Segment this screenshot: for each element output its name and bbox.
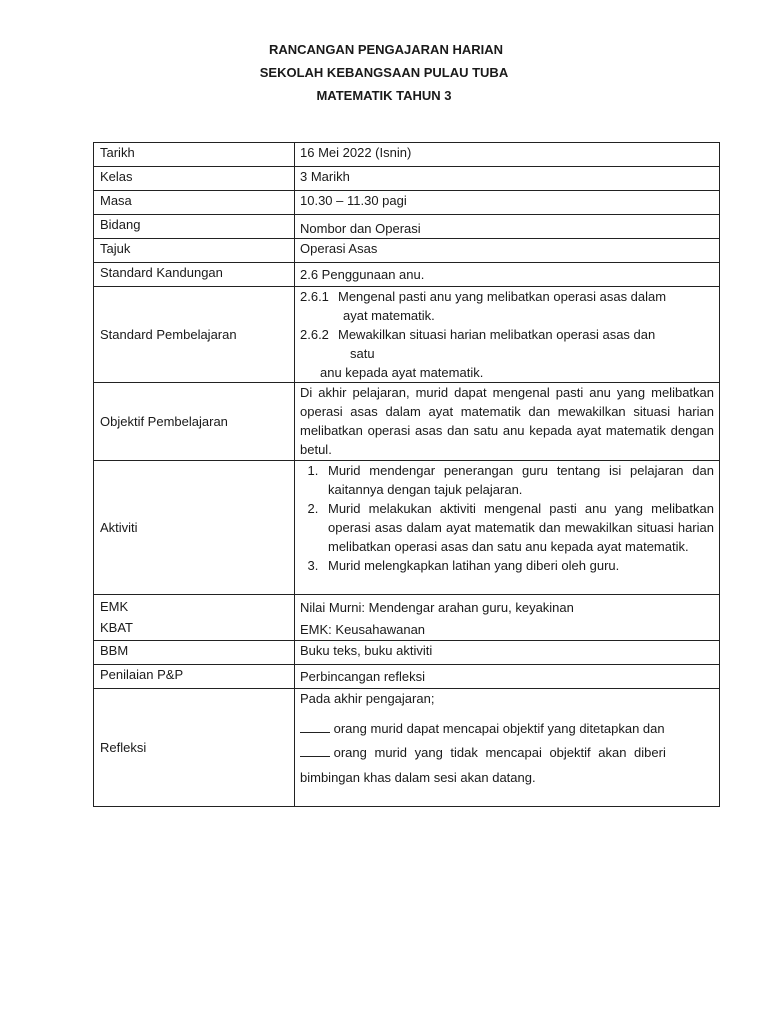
aktiviti-list — [300, 461, 714, 575]
value-standard-pembelajaran — [295, 287, 720, 383]
value-standard-kandungan: 2.6 Penggunaan anu. — [295, 263, 720, 287]
blank-count-1 — [300, 720, 330, 733]
value-tajuk: Operasi Asas — [295, 239, 720, 263]
row-standard-kandungan — [94, 263, 720, 287]
row-penilaian — [94, 665, 720, 689]
value-emk-kbat — [295, 595, 720, 641]
sp-item-2-line-1: Mewakilkan situasi harian melibatkan operasi asas dan — [338, 327, 656, 342]
sp-item-2-line-3: anu kepada ayat matematik. — [320, 365, 484, 380]
label-masa: Masa — [94, 191, 295, 215]
document-title: RANCANGAN PENGAJARAN HARIAN — [268, 42, 503, 57]
sp-item-1-number: 2.6.1 — [300, 289, 329, 304]
value-emk: EMK: Keusahawanan — [300, 622, 426, 637]
label-refleksi: Refleksi — [94, 689, 295, 807]
label-tajuk: Tajuk — [94, 239, 295, 263]
label-aktiviti: Aktiviti — [94, 461, 295, 595]
refleksi-line-3-text: orang murid yang tidak mencapai objektif akan diberi — [333, 745, 666, 760]
value-tarikh: 16 Mei 2022 (Isnin) — [295, 143, 720, 167]
refleksi-line-3 — [300, 742, 714, 764]
row-refleksi — [94, 689, 720, 807]
sp-item-1 — [300, 287, 714, 306]
value-aktiviti — [295, 461, 720, 595]
label-penilaian: Penilaian P&P — [94, 665, 295, 689]
label-kelas: Kelas — [94, 167, 295, 191]
value-refleksi — [295, 689, 720, 807]
value-nilai-murni: Nilai Murni: Mendengar arahan guru, keyakinan — [300, 600, 574, 615]
label-emk: EMK — [100, 599, 129, 614]
aktiviti-item: 1. Murid mendengar penerangan guru tentang isi pelajaran dan kaitannya dengan tajuk pelajaran. — [322, 461, 714, 499]
row-emk-kbat — [94, 595, 720, 641]
value-objektif: Di akhir pelajaran, murid dapat mengenal pasti anu yang melibatkan operasi asas dalam ayat matematik dan mewakilkan situasi harian melibatkan operasi asas dan satu anu kepada ayat matematik dengan betul. — [295, 383, 720, 461]
sp-item-1-line-2: ayat matematik. — [343, 308, 435, 323]
row-masa — [94, 191, 720, 215]
label-objektif: Objektif Pembelajaran — [94, 383, 295, 461]
row-tarikh — [94, 143, 720, 167]
label-kbat: KBAT — [100, 620, 133, 635]
refleksi-line-2 — [300, 716, 714, 742]
label-bbm: BBM — [94, 641, 295, 665]
label-standard-kandungan: Standard Kandungan — [94, 263, 295, 287]
row-bidang — [94, 215, 720, 239]
value-bidang: Nombor dan Operasi — [295, 215, 720, 239]
value-kelas: 3 Marikh — [295, 167, 720, 191]
subject-title: MATEMATIK TAHUN 3 — [316, 88, 452, 103]
label-emk-kbat — [94, 595, 295, 641]
label-standard-pembelajaran: Standard Pembelajaran — [94, 287, 295, 383]
row-bbm — [94, 641, 720, 665]
row-tajuk — [94, 239, 720, 263]
aktiviti-item: 3. Murid melengkapkan latihan yang diberi oleh guru. — [322, 556, 714, 575]
refleksi-line-4: bimbingan khas dalam sesi akan datang. — [300, 770, 536, 785]
document-header — [0, 40, 768, 109]
sp-item-2 — [300, 325, 714, 344]
school-name: SEKOLAH KEBANGSAAN PULAU TUBA — [259, 65, 509, 80]
row-standard-pembelajaran — [94, 287, 720, 383]
row-kelas — [94, 167, 720, 191]
label-bidang: Bidang — [94, 215, 295, 239]
refleksi-line-1: Pada akhir pengajaran; — [300, 691, 435, 706]
aktiviti-item: 2. Murid melakukan aktiviti mengenal pasti anu yang melibatkan operasi asas dalam ayat matematik dan mewakilkan situasi harian melibatkan operasi asas dan satu anu kepada ayat matematik. — [322, 499, 714, 556]
refleksi-line-2-text: orang murid dapat mencapai objektif yang ditetapkan dan — [333, 721, 665, 736]
label-tarikh: Tarikh — [94, 143, 295, 167]
value-penilaian: Perbincangan refleksi — [295, 665, 720, 689]
sp-item-1-line-1: Mengenal pasti anu yang melibatkan operasi asas dalam — [338, 289, 667, 304]
value-masa: 10.30 – 11.30 pagi — [295, 191, 720, 215]
row-aktiviti — [94, 461, 720, 595]
blank-count-2 — [300, 744, 330, 757]
row-objektif — [94, 383, 720, 461]
lesson-plan-table — [93, 142, 720, 807]
value-bbm: Buku teks, buku aktiviti — [295, 641, 720, 665]
sp-item-2-line-2: satu — [350, 346, 375, 361]
sp-item-2-number: 2.6.2 — [300, 327, 329, 342]
